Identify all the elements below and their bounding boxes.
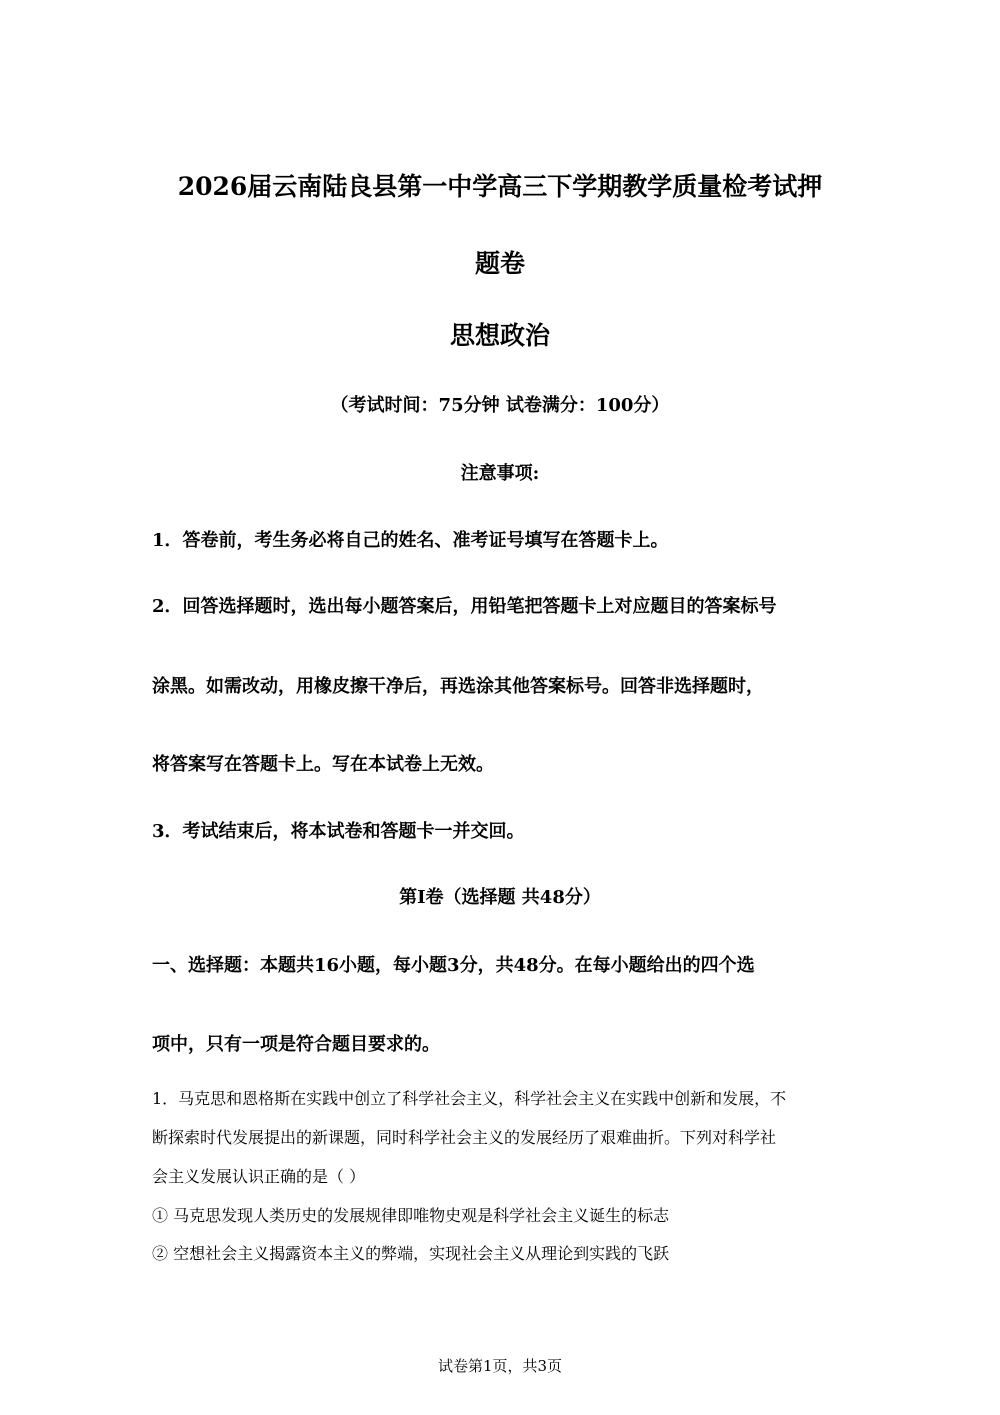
notice-item-2-line-2: 涂黑。如需改动，用橡皮擦干净后，再选涂其他答案标号。回答非选择题时， [152,676,764,697]
notice-heading: 注意事项: [460,463,540,484]
question-1-stem-line-3: 会主义发展认识正确的是（ ） [152,1167,366,1186]
exam-info: （考试时间：75分钟 试卷满分：100分） [330,395,670,416]
exam-title-line-2: 题卷 [474,249,525,278]
notice-item-2-line-3: 将答案写在答题卡上。写在本试卷上无效。 [152,754,494,775]
question-1-option-2: ② 空想社会主义揭露资本主义的弊端，实现社会主义从理论到实践的飞跃 [152,1244,670,1263]
notice-item-1: 1．答卷前，考生务必将自己的姓名、准考证号填写在答题卡上。 [152,530,669,551]
notice-item-3: 3．考试结束后，将本试卷和答题卡一并交回。 [152,821,525,842]
question-1-stem-line-1: 1．马克思和恩格斯在实践中创立了科学社会主义，科学社会主义在实践中创新和发展，不 [152,1089,787,1108]
question-1-stem-line-2: 断探索时代发展提出的新课题，同时科学社会主义的发展经历了艰难曲折。下列对科学社 [152,1128,777,1147]
volume-heading: 第Ⅰ卷（选择题 共48分） [399,887,601,908]
section-instruction-line-1: 一、选择题：本题共16小题，每小题3分，共48分。在每小题给出的四个选 [152,955,755,976]
exam-title-line-1: 2026届云南陆良县第一中学高三下学期教学质量检考试押 [177,172,823,201]
notice-item-2-line-1: 2．回答选择题时，选出每小题答案后，用铅笔把答题卡上对应题目的答案标号 [152,596,777,617]
page-footer: 试卷第1页，共3页 [437,1357,563,1375]
section-instruction-line-2: 项中，只有一项是符合题目要求的。 [152,1034,440,1055]
question-1-option-1: ① 马克思发现人类历史的发展规律即唯物史观是科学社会主义诞生的标志 [152,1206,670,1225]
subject-title: 思想政治 [449,321,550,350]
